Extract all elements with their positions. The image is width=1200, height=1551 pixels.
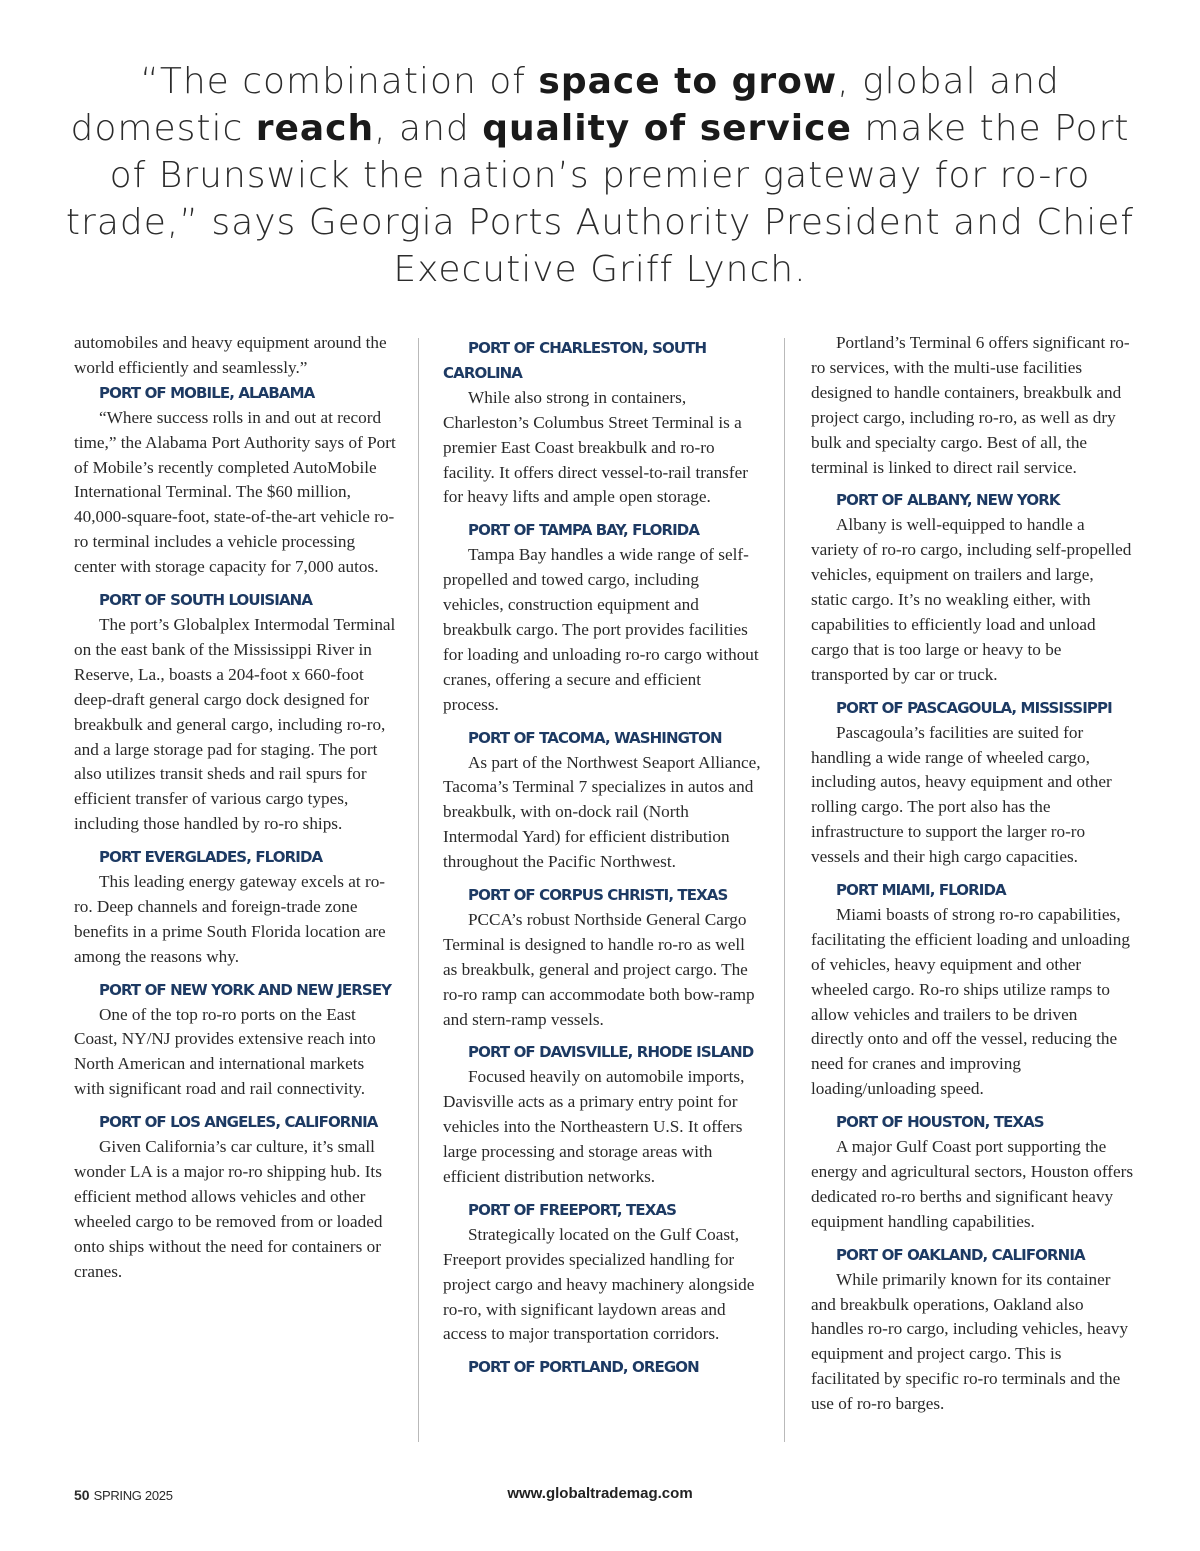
paragraph: As part of the Northwest Seaport Alliance, Tacoma’s Terminal 7 specializes in autos and breakbulk, with on-dock rail (North Intermodal Yard) for efficient distribution throughout the Pacific Northwest. xyxy=(443,752,761,872)
section-heading: PORT OF MOBILE, ALABAMA xyxy=(99,383,315,402)
quote-emphasis: quality of service xyxy=(482,108,852,149)
paragraph: Focused heavily on automobile imports, Davisville acts as a primary entry point for vehicles into the Northeastern U.S. It offers large processing and storage areas with efficient distribution networks. xyxy=(443,1067,745,1186)
paragraph: Miami boasts of strong ro-ro capabilities, facilitating the efficient loading and unloading of vehicles, heavy equipment and other wheeled cargo. Ro-ro ships utilize ramps to allow vehicles and trailers to be driven directly onto and off the vessel, reducing the need for cranes and improving loading/unloading speed. xyxy=(811,904,1130,1099)
website-url[interactable]: www.globaltrademag.com xyxy=(507,1485,693,1502)
paragraph: While also strong in containers, Charleston’s Columbus Street Terminal is a premier East Coast breakbulk and ro-ro facility. It offers direct vessel-to-rail transfer for heavy lifts and ample open storage. xyxy=(443,387,748,507)
article-column-2 xyxy=(443,331,761,1380)
paragraph: “Where success rolls in and out at record time,” the Alabama Port Authority says of Port of Mobile’s recently completed AutoMobile International Terminal. The $60 million, 40,000-square-foot, state-of-the-art vehicle ro-ro terminal includes a vehicle processing center with storage capacity for 7,000 autos. xyxy=(74,407,396,577)
section-heading: PORT OF LOS ANGELES, CALIFORNIA xyxy=(99,1113,378,1132)
paragraph: Strategically located on the Gulf Coast, Freeport provides specialized handling for project cargo and heavy machinery alongside ro-ro, with significant laydown areas and access to major transportation corridors. xyxy=(443,1224,755,1344)
section-heading: PORT OF CORPUS CHRISTI, TEXAS xyxy=(468,886,728,905)
paragraph: Portland’s Terminal 6 offers significant ro-ro services, with the multi-use facilities designed to handle containers, breakbulk and project cargo, including ro-ro, as well as dry bulk and specialty cargo. Best of all, the terminal is linked to direct rail service. xyxy=(811,333,1130,477)
paragraph: automobiles and heavy equipment around the world efficiently and seamlessly.” xyxy=(74,333,387,377)
section-heading: PORT OF CHARLESTON, SOUTH CAROLINA xyxy=(443,339,707,382)
quote-text: “The combination of xyxy=(140,61,539,102)
paragraph: PCCA’s robust Northside General Cargo Terminal is designed to handle ro-ro as well as breakbulk, general and project cargo. The ro-ro ramp can accommodate both bow-ramp and stern-ramp vessels. xyxy=(443,909,755,1029)
quote-text: make the Port of Brunswick the nation’s premier gateway for ro-ro trade,” says Georgia Ports Authority President and Chief Executive Griff Lynch. xyxy=(65,108,1135,290)
paragraph: A major Gulf Coast port supporting the energy and agricultural sectors, Houston offers dedicated ro-ro berths and significant heavy equipment handling capabilities. xyxy=(811,1137,1134,1231)
page-footer-folio xyxy=(74,1487,173,1503)
quote-emphasis: reach xyxy=(255,108,375,149)
quote-text: , and xyxy=(374,108,483,149)
section-heading: PORT OF ALBANY, NEW YORK xyxy=(836,491,1060,510)
page-number: 50 xyxy=(74,1487,90,1503)
section-heading: PORT OF TAMPA BAY, FLORIDA xyxy=(468,521,700,540)
section-heading: PORT OF SOUTH LOUISIANA xyxy=(99,591,313,610)
column-divider xyxy=(784,338,785,1442)
section-heading: PORT OF OAKLAND, CALIFORNIA xyxy=(836,1245,1085,1264)
column-divider xyxy=(418,338,419,1442)
article-column-3 xyxy=(811,331,1133,1417)
paragraph: Pascagoula’s facilities are suited for handling a wide range of wheeled cargo, including autos, heavy equipment and other rolling cargo. The port also has the infrastructure to support the larger ro-ro vessels and their high cargo capacities. xyxy=(811,722,1112,867)
section-heading: PORT OF NEW YORK AND NEW JERSEY xyxy=(99,980,392,999)
pull-quote xyxy=(60,58,1140,293)
paragraph: While primarily known for its container and breakbulk operations, Oakland also handles ro-ro cargo, including vehicles, heavy equipment and project cargo. This is facilitated by specific ro-ro terminals and the use of ro-ro barges. xyxy=(811,1269,1129,1414)
section-heading: PORT MIAMI, FLORIDA xyxy=(836,881,1006,900)
paragraph: One of the top ro-ro ports on the East Coast, NY/NJ provides extensive reach into North American and international markets with significant road and rail connectivity. xyxy=(74,1004,376,1099)
paragraph: The port’s Globalplex Intermodal Terminal on the east bank of the Mississippi River in Reserve, La., boasts a 204-foot x 660-foot deep-draft general cargo dock designed for breakbulk and general cargo, including ro-ro, and a large storage pad for staging. The port also utilizes transit sheds and rail spurs for efficient transfer of various cargo types, including those handled by ro-ro ships. xyxy=(74,614,396,834)
section-heading: PORT OF TACOMA, WASHINGTON xyxy=(468,728,722,747)
paragraph: This leading energy gateway excels at ro-ro. Deep channels and foreign-trade zone benefits in a prime South Florida location are among the reasons why. xyxy=(74,872,386,966)
section-heading: PORT OF FREEPORT, TEXAS xyxy=(468,1200,676,1219)
article-column-1 xyxy=(74,331,396,1285)
quote-emphasis: space to grow xyxy=(538,61,838,102)
section-heading: PORT OF PASCAGOULA, MISSISSIPPI xyxy=(836,698,1112,717)
paragraph: Tampa Bay handles a wide range of self-propelled and towed cargo, including vehicles, construction equipment and breakbulk cargo. The port provides facilities for loading and unloading ro-ro cargo without cranes, offering a secure and efficient process. xyxy=(443,545,759,714)
section-heading: PORT EVERGLADES, FLORIDA xyxy=(99,848,323,867)
paragraph: Albany is well-equipped to handle a variety of ro-ro cargo, including self-propelled vehicles, equipment on trailers and large, static cargo. It’s no weakling either, with capabilities to efficiently load and unload cargo that is too large or heavy to be transported by car or truck. xyxy=(811,515,1132,684)
paragraph: Given California’s car culture, it’s small wonder LA is a major ro-ro shipping hub. Its efficient method allows vehicles and other wheeled cargo to be removed from or loaded onto ships without the need for containers or cranes. xyxy=(74,1137,383,1281)
section-heading: PORT OF PORTLAND, OREGON xyxy=(468,1358,699,1377)
quote-text: , global and domestic xyxy=(70,61,1060,149)
issue-label: SPRING 2025 xyxy=(93,1488,173,1503)
section-heading: PORT OF DAVISVILLE, RHODE ISLAND xyxy=(468,1043,754,1062)
section-heading: PORT OF HOUSTON, TEXAS xyxy=(836,1113,1044,1132)
